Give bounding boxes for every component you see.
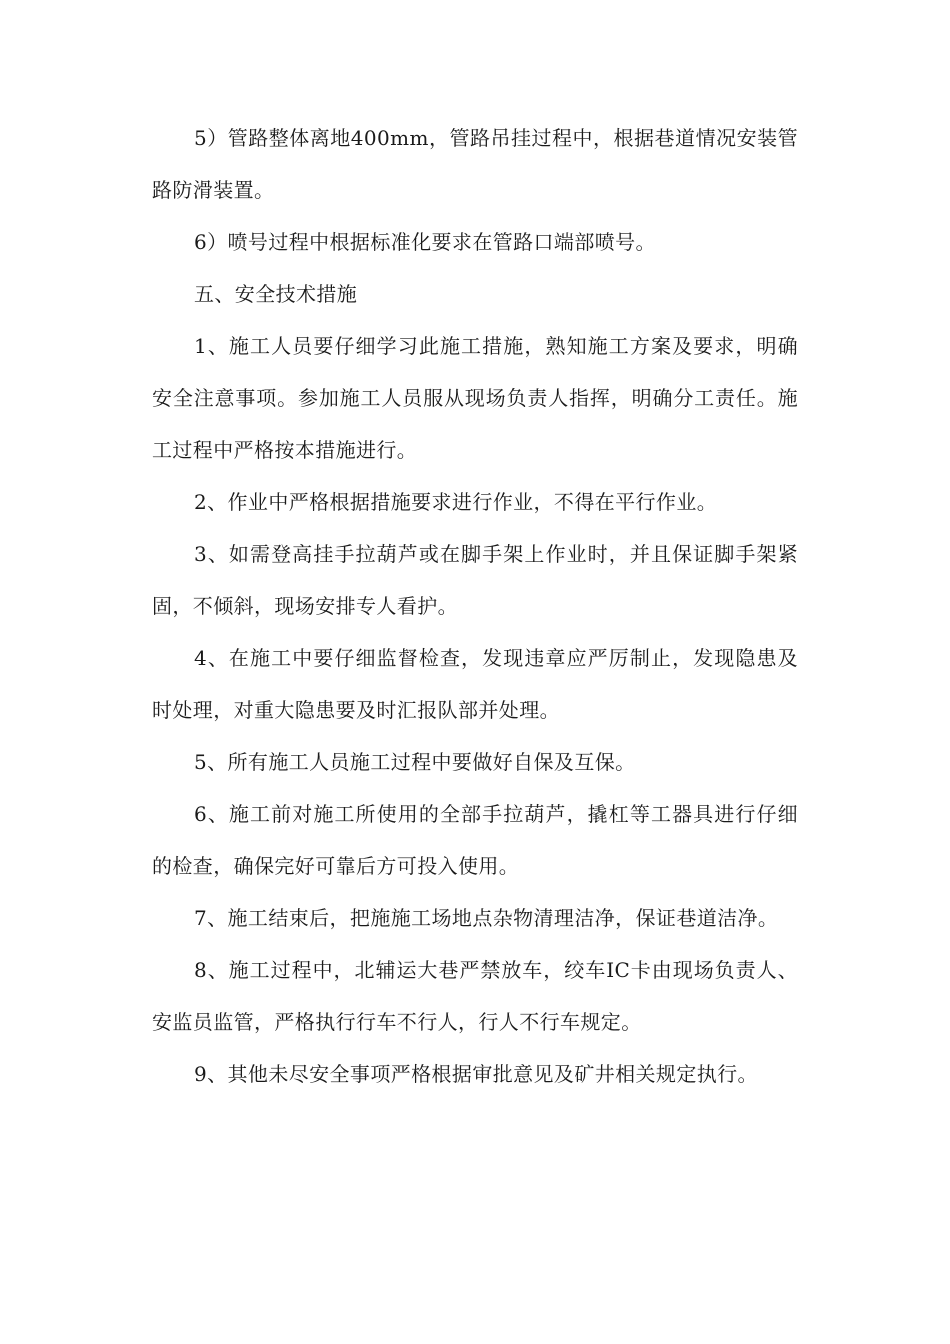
measure-5: 5、所有施工人员施工过程中要做好自保及互保。 — [194, 750, 636, 774]
measure-6: 6、施工前对施工所使用的全部手拉葫芦，撬杠等工器具进行仔细的检查，确保完好可靠后方可投入使用。 — [152, 802, 798, 878]
measure-7: 7、施工结束后，把施施工场地点杂物清理洁净，保证巷道洁净。 — [194, 906, 779, 930]
measure-2: 2、作业中严格根据措施要求进行作业，不得在平行作业。 — [194, 490, 718, 514]
measure-4: 4、在施工中要仔细监督检查，发现违章应严厉制止，发现隐患及时处理，对重大隐患要及时汇报队部并处理。 — [152, 646, 798, 722]
document-body — [152, 112, 798, 1100]
measure-3: 3、如需登高挂手拉葫芦或在脚手架上作业时，并且保证脚手架紧固，不倾斜，现场安排专人看护。 — [152, 542, 798, 618]
section-heading: 五、安全技术措施 — [194, 282, 358, 306]
measure-1: 1、施工人员要仔细学习此施工措施，熟知施工方案及要求，明确安全注意事项。参加施工人员服从现场负责人指挥，明确分工责任。施工过程中严格按本措施进行。 — [152, 334, 798, 462]
measure-9: 9、其他未尽安全事项严格根据审批意见及矿井相关规定执行。 — [194, 1062, 758, 1086]
paragraph-item-6: 6）喷号过程中根据标准化要求在管路口端部喷号。 — [194, 230, 656, 254]
paragraph-item-5: 5）管路整体离地400mm，管路吊挂过程中，根据巷道情况安装管路防滑装置。 — [152, 126, 798, 202]
measure-8: 8、施工过程中，北辅运大巷严禁放车，绞车IC卡由现场负责人、安监员监管，严格执行行车不行人，行人不行车规定。 — [152, 958, 798, 1034]
